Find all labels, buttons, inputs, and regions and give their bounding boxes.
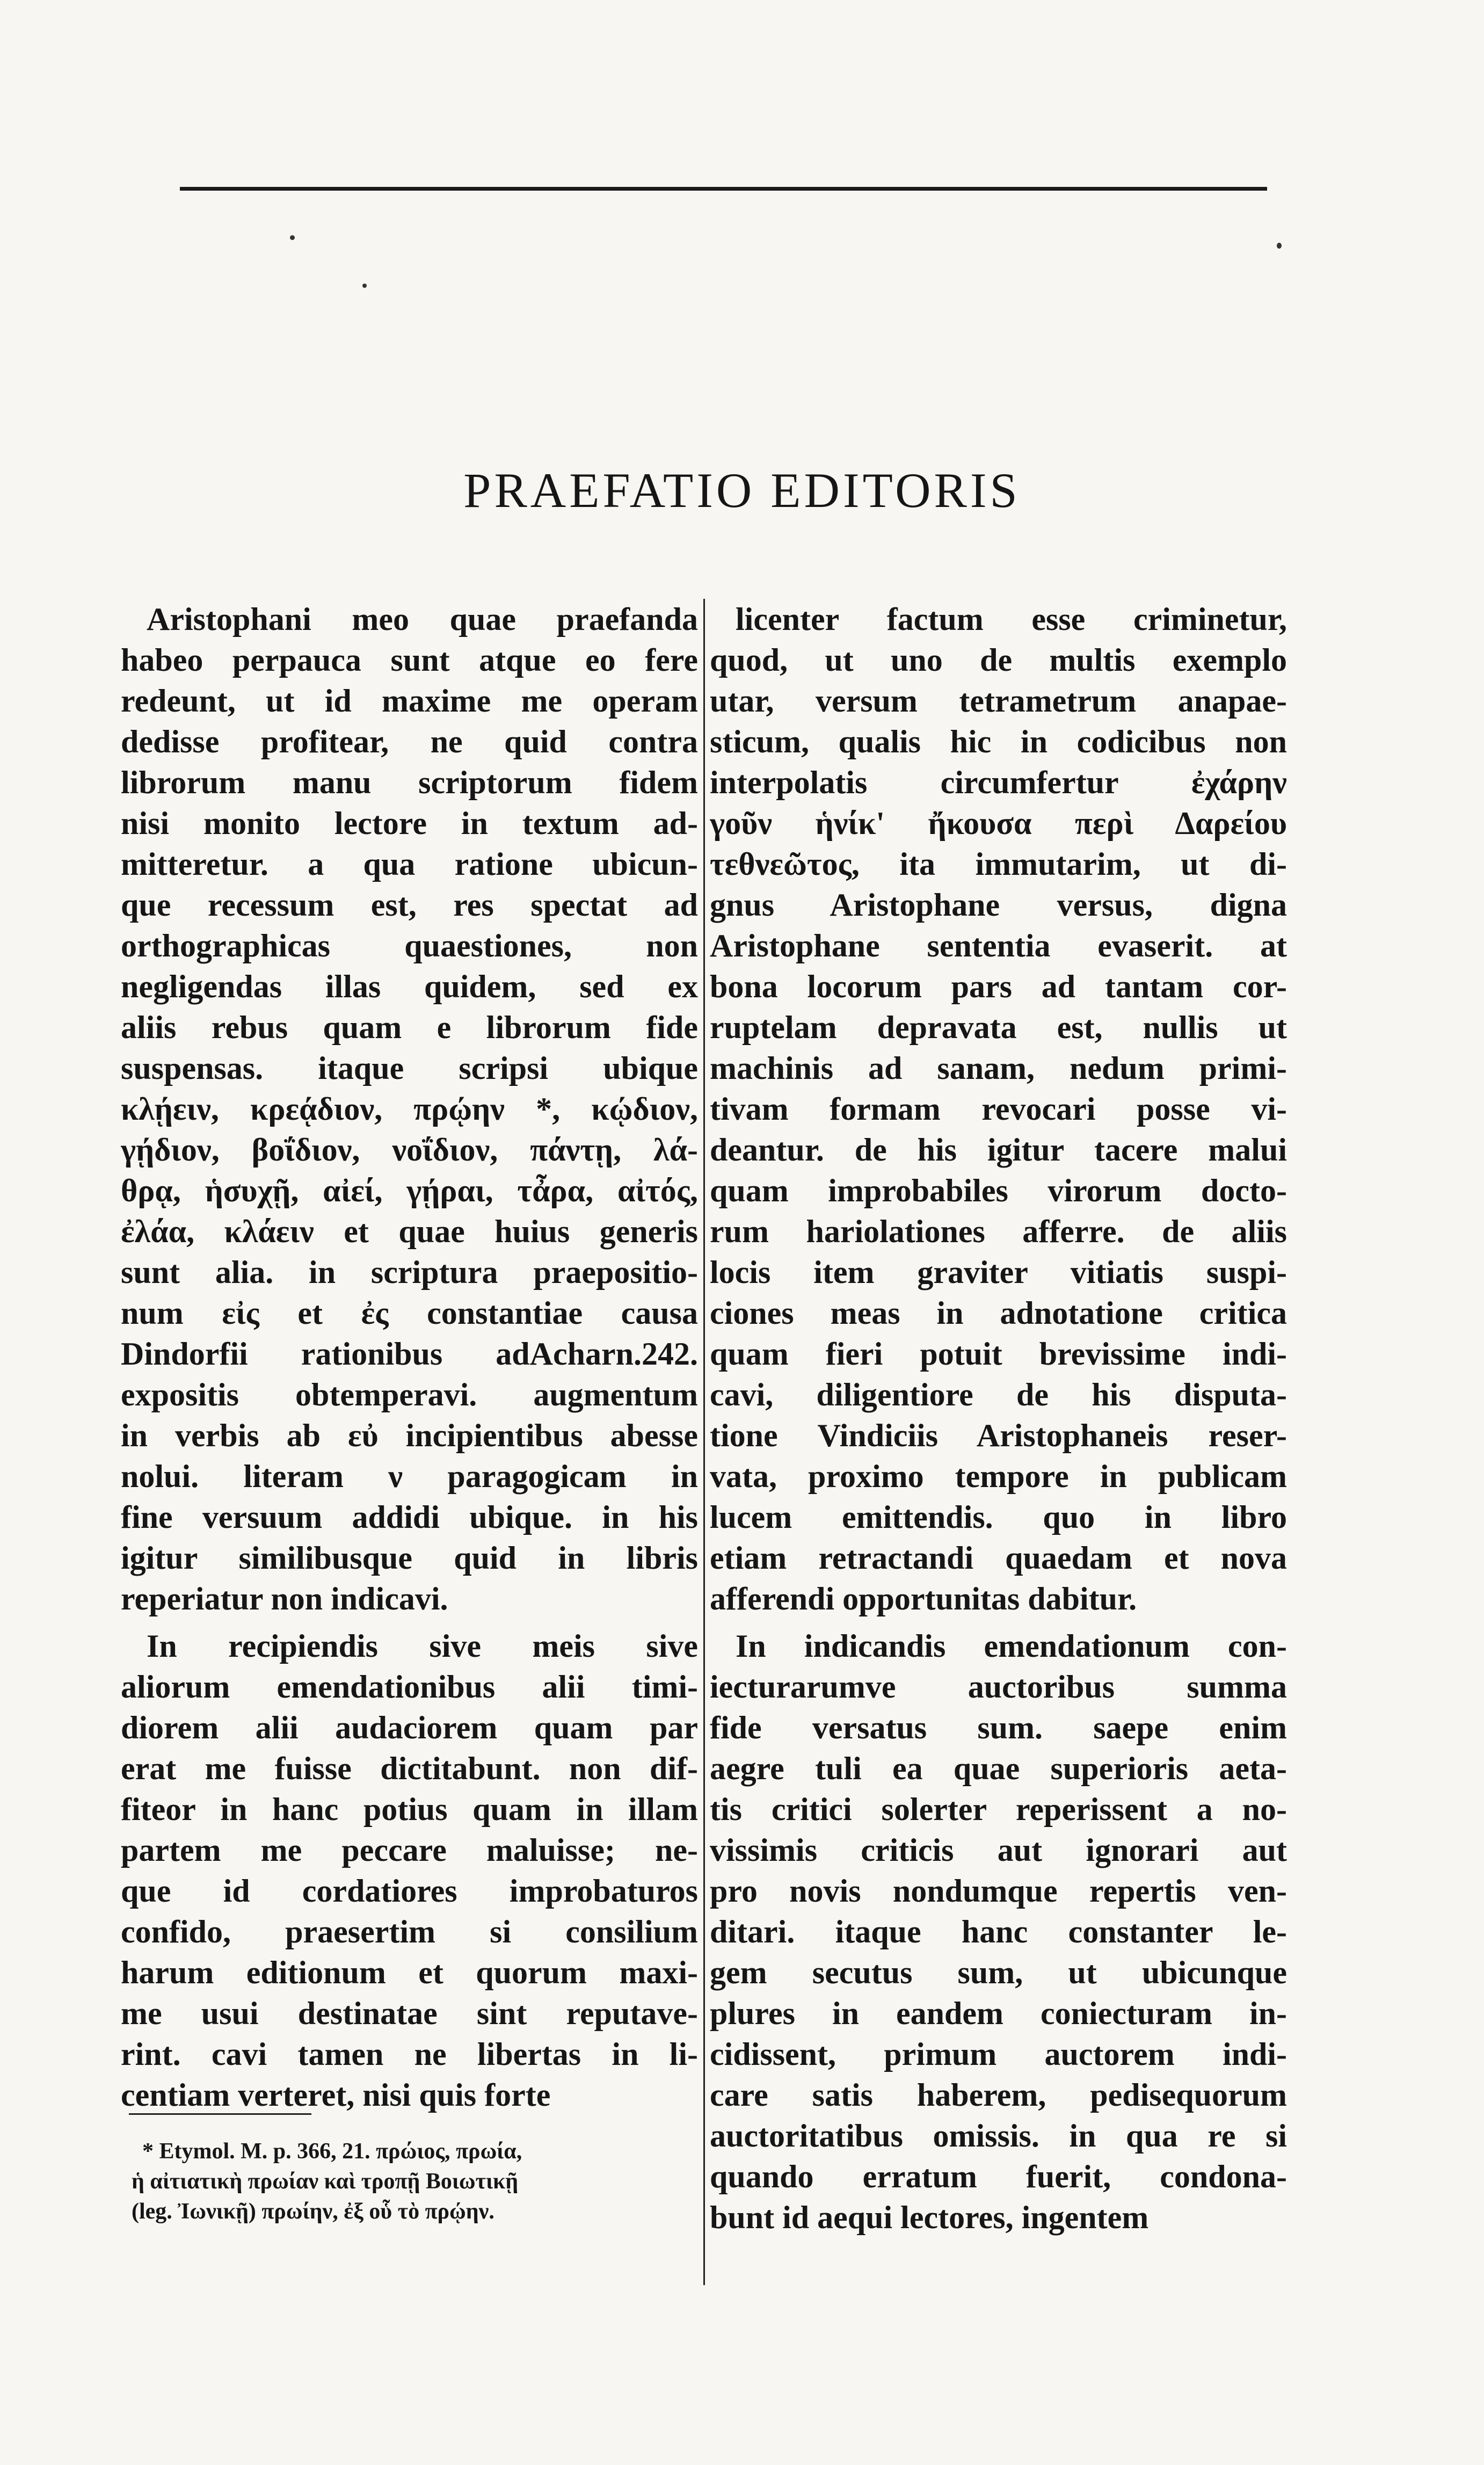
- paragraph-gap: [710, 1619, 1287, 1626]
- text-line: centiam verteret, nisi quis forte: [121, 2077, 551, 2113]
- print-speck: [1277, 243, 1282, 249]
- text-line: aegre tuli ea quae superioris aeta-: [710, 1751, 1287, 1786]
- text-line: τεθνεῶτος, ita immutarim, ut di-: [710, 846, 1287, 882]
- text-line: fide versatus sum. saepe enim: [710, 1710, 1287, 1745]
- text-line: locis item graviter vitiatis suspi-: [710, 1255, 1287, 1290]
- text-line: Aristophani meo quae praefanda: [147, 601, 698, 637]
- text-line: ditari. itaque hanc constanter le-: [710, 1914, 1287, 1949]
- text-line: interpolatis circumfertur ἐχάρην: [710, 765, 1287, 800]
- text-line: machinis ad sanam, nedum primi-: [710, 1050, 1287, 1086]
- text-line: quam fieri potuit brevissime indi-: [710, 1336, 1287, 1372]
- text-line: tivam formam revocari posse vi-: [710, 1091, 1287, 1127]
- text-line: que recessum est, res spectat ad: [121, 887, 698, 923]
- column-divider: [703, 599, 705, 2285]
- footnote-block: [132, 2136, 701, 2227]
- text-line: ciones meas in adnotatione critica: [710, 1295, 1287, 1331]
- text-line: habeo perpauca sunt atque eo fere: [121, 642, 698, 678]
- text-line: care satis haberem, pedisequorum: [710, 2077, 1287, 2113]
- text-line: librorum manu scriptorum fidem: [121, 765, 698, 800]
- text-line: Dindorfii rationibus adAcharn.242.: [121, 1336, 698, 1372]
- text-line: rint. cavi tamen ne libertas in li-: [121, 2036, 698, 2072]
- text-line: quod, ut uno de multis exemplo: [710, 642, 1287, 678]
- text-line: sticum, qualis hic in codicibus non: [710, 724, 1287, 759]
- page-title: PRAEFATIO EDITORIS: [463, 463, 1021, 518]
- text-line: rum hariolationes afferre. de aliis: [710, 1214, 1287, 1249]
- text-line: igitur similibusque quid in libris: [121, 1540, 698, 1576]
- text-line: me usui destinatae sint reputave-: [121, 1996, 698, 2031]
- text-column-left: [121, 599, 698, 2115]
- text-line: diorem alii audaciorem quam par: [121, 1710, 698, 1745]
- text-line: plures in eandem coniecturam in-: [710, 1996, 1287, 2031]
- text-line: confido, praesertim si consilium: [121, 1914, 698, 1949]
- text-line: In recipiendis sive meis sive: [147, 1628, 698, 1664]
- footnote-line: ἡ αἰτιατικὴ πρωίαν καὶ τροπῇ Βοιωτικῇ: [132, 2169, 519, 2194]
- text-line: aliis rebus quam e librorum fide: [121, 1010, 698, 1045]
- text-line: Aristophane sententia evaserit. at: [710, 928, 1287, 963]
- text-line: sunt alia. in scriptura praepositio-: [121, 1255, 698, 1290]
- text-line: utar, versum tetrametrum anapae-: [710, 683, 1287, 719]
- text-line: iecturarumve auctoribus summa: [710, 1669, 1287, 1705]
- text-line: num εἰς et ἐς constantiae causa: [121, 1295, 698, 1331]
- text-line: negligendas illas quidem, sed ex: [121, 969, 698, 1004]
- text-line: γοῦν ἡνίκ' ἤκουσα περὶ Δαρείου: [710, 806, 1287, 841]
- text-line: aliorum emendationibus alii timi-: [121, 1669, 698, 1705]
- text-line: pro novis nondumque repertis ven-: [710, 1873, 1287, 1909]
- text-line: lucem emittendis. quo in libro: [710, 1499, 1287, 1535]
- text-line: bona locorum pars ad tantam cor-: [710, 969, 1287, 1004]
- text-line: que id cordatiores improbaturos: [121, 1873, 698, 1909]
- text-line: orthographicas quaestiones, non: [121, 928, 698, 963]
- footnote-line: * Etymol. M. p. 366, 21. πρώιος, πρωία,: [142, 2139, 522, 2164]
- text-line: nisi monito lectore in textum ad-: [121, 806, 698, 841]
- text-line: licenter factum esse criminetur,: [736, 601, 1287, 637]
- text-line: redeunt, ut id maxime me operam: [121, 683, 698, 719]
- text-line: κλῄειν, κρεᾴδιον, πρῴην *, κῴδιον,: [121, 1091, 698, 1127]
- text-line: suspensas. itaque scripsi ubique: [121, 1050, 698, 1086]
- text-line: gem secutus sum, ut ubicunque: [710, 1955, 1287, 1990]
- text-line: deantur. de his igitur tacere malui: [710, 1132, 1287, 1168]
- text-line: etiam retractandi quaedam et nova: [710, 1540, 1287, 1576]
- text-line: harum editionum et quorum maxi-: [121, 1955, 698, 1990]
- paragraph-gap: [121, 1619, 698, 1626]
- text-line: cavi, diligentiore de his disputa-: [710, 1377, 1287, 1412]
- print-speck: [362, 284, 367, 288]
- text-line: vissimis criticis aut ignorari aut: [710, 1832, 1287, 1868]
- text-line: reperiatur non indicavi.: [121, 1581, 448, 1616]
- text-line: expositis obtemperavi. augmentum: [121, 1377, 698, 1412]
- print-speck: [290, 235, 295, 240]
- text-column-right: [710, 599, 1287, 2238]
- text-line: γῄδιον, βοΐδιον, νοΐδιον, πάντῃ, λά-: [121, 1132, 698, 1168]
- text-line: ἐλάα, κλάειν et quae huius generis: [121, 1214, 698, 1249]
- text-line: dedisse profitear, ne quid contra: [121, 724, 698, 759]
- text-line: erat me fuisse dictitabunt. non dif-: [121, 1751, 698, 1786]
- text-line: fiteor in hanc potius quam in illam: [121, 1792, 698, 1827]
- text-line: mitteretur. a qua ratione ubicun-: [121, 846, 698, 882]
- text-line: cidissent, primum auctorem indi-: [710, 2036, 1287, 2072]
- footnote-rule: [129, 2113, 311, 2115]
- text-line: tis critici solerter reperissent a no-: [710, 1792, 1287, 1827]
- text-line: vata, proximo tempore in publicam: [710, 1459, 1287, 1494]
- text-line: nolui. literam ν paragogicam in: [121, 1459, 698, 1494]
- text-line: tione Vindiciis Aristophaneis reser-: [710, 1418, 1287, 1453]
- text-line: auctoritatibus omissis. in qua re si: [710, 2118, 1287, 2154]
- text-line: afferendi opportunitas dabitur.: [710, 1581, 1137, 1616]
- text-line: fine versuum addidi ubique. in his: [121, 1499, 698, 1535]
- header-rule: [180, 187, 1267, 191]
- text-line: partem me peccare maluisse; ne-: [121, 1832, 698, 1868]
- text-line: quando erratum fuerit, condona-: [710, 2159, 1287, 2194]
- text-line: in verbis ab εὐ incipientibus abesse: [121, 1418, 698, 1453]
- text-line: ruptelam depravata est, nullis ut: [710, 1010, 1287, 1045]
- text-line: bunt id aequi lectores, ingentem: [710, 2200, 1149, 2235]
- text-line: gnus Aristophane versus, digna: [710, 887, 1287, 923]
- text-line: In indicandis emendationum con-: [736, 1628, 1287, 1664]
- footnote-line: (leg. Ἰωνικῇ) πρωίην, ἐξ οὗ τὸ πρῴην.: [132, 2199, 494, 2224]
- text-line: quam improbabiles virorum docto-: [710, 1173, 1287, 1208]
- text-line: θρᾳ, ἡσυχῇ, αἰεί, γῄραι, τἆρα, αἰτός,: [121, 1173, 698, 1208]
